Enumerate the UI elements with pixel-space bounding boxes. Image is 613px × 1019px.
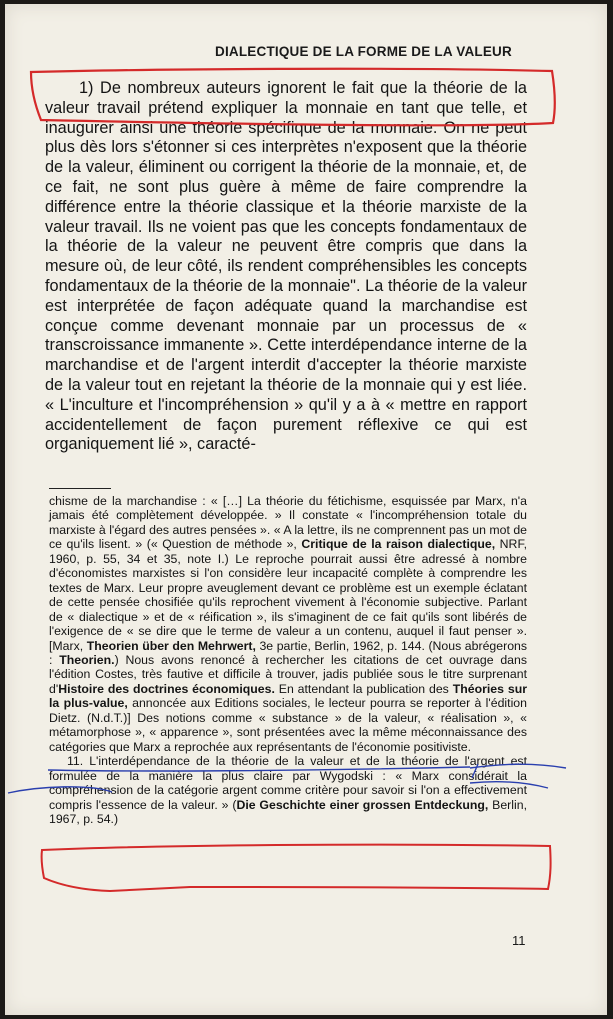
footnote-continuation: chisme de la marchandise : « […] La théorie du fétichisme, esquissée par Marx, n'a jamais été complètement développée. » Il constate « l'incompréhension totale du marxiste à l'égard des autres pensées ». « A la lettre, ils ne comprennent pas un mot de ce qu'ils lisent. » (« Question de méthode », Critique de la raison dialectique, NRF, 1960, p. 55, 34 et 35, note I.) Le reproche pourrait aussi être adressé à nombre d'économistes marxistes si l'on considère leur incapacité complète à comprendre les textes de Marx. Leur propre aveuglement devant ce problème est un exemple éclatant de cette pensée chosifiée qu'ils reprochent vivement à l'économie subjective. Parlant de « dialectique » et de « réification », ils s'imaginent de ce fait qu'ils sont libérés de l'exigence de « se dire que le terme de valeur a un contenu, auquel il faut penser ». [Marx, Theorien über den Mehrwert, 3e partie, Berlin, 1962, p. 144. (Nous abrégerons : Theorien.) Nous avons renoncé à rechercher les citations de cet ouvrage dans l'édition Costes, très fautive et difficile à trouver, jadis publiée sous le titre surprenant d'Histoire des doctrines économiques. En attendant la publication des Théories sur la plus-value, annoncée aux Editions sociales, le lecteur pourra se reporter à l'édition Dietz. (N.d.T.)] Des notions comme « substance » de la valeur, « réalisation », « métamorphose », « apparence », sont présentées avec la même méconnaissance des catégories que Marx a reprochée aux représentants de l'économie positiviste.	[49, 494, 528, 754]
page-number: 11	[512, 933, 526, 948]
body-paragraph: 1) De nombreux auteurs ignorent le fait que la théorie de la valeur travail prétend expliquer la monnaie en tant que telle, et inaugurer ainsi une théorie spécifique de la monnaie. On ne peut plus dès lors s'étonner si ces interprètes n'exposent que la théorie de la valeur, éliminent ou corrigent la théorie de la monnaie, et, de ce fait, ne sont plus guère à même de faire comprendre la différence entre la théorie classique et la théorie marxiste de la valeur travail. Ils ne voient pas que les concepts fondamentaux de la théorie de la valeur ne peuvent être compris que dans la mesure où, de leur côté, ils rendent compréhensibles les concepts fondamentaux de la théorie de la monnaie". La théorie de la valeur est interprétée de façon adéquate quand la marchandise est conçue comme devenant monnaie par un processus de « transcroissance immanente ». Cette interdépendance interne de la marchandise et de l'argent interdit d'accepter la théorie marxiste de la valeur tout en rejetant la théorie de la monnaie qui y est liée. « L'inculture et l'incompréhension » qu'il y a à « mettre en rapport accidentellement de façon purement réflexive ce qui est organiquement lié », caracté-	[45, 79, 527, 454]
running-head: DIALECTIQUE DE LA FORME DE LA VALEUR	[215, 44, 512, 59]
footnote-11: 11. L'interdépendance de la théorie de la valeur et de la théorie de l'argent est formulée de la manière la plus claire par Wygodski : « Marx considérait la compréhension de la catégorie argent comme critère pour savoir si l'on a effectivement compris l'essence de la valeur. » (Die Geschichte einer grossen Entdeckung, Berlin, 1967, p. 54.)	[49, 754, 527, 826]
main-text	[45, 79, 527, 455]
footnote-separator	[49, 488, 111, 489]
book-page	[5, 4, 607, 1015]
footnotes	[49, 494, 527, 826]
